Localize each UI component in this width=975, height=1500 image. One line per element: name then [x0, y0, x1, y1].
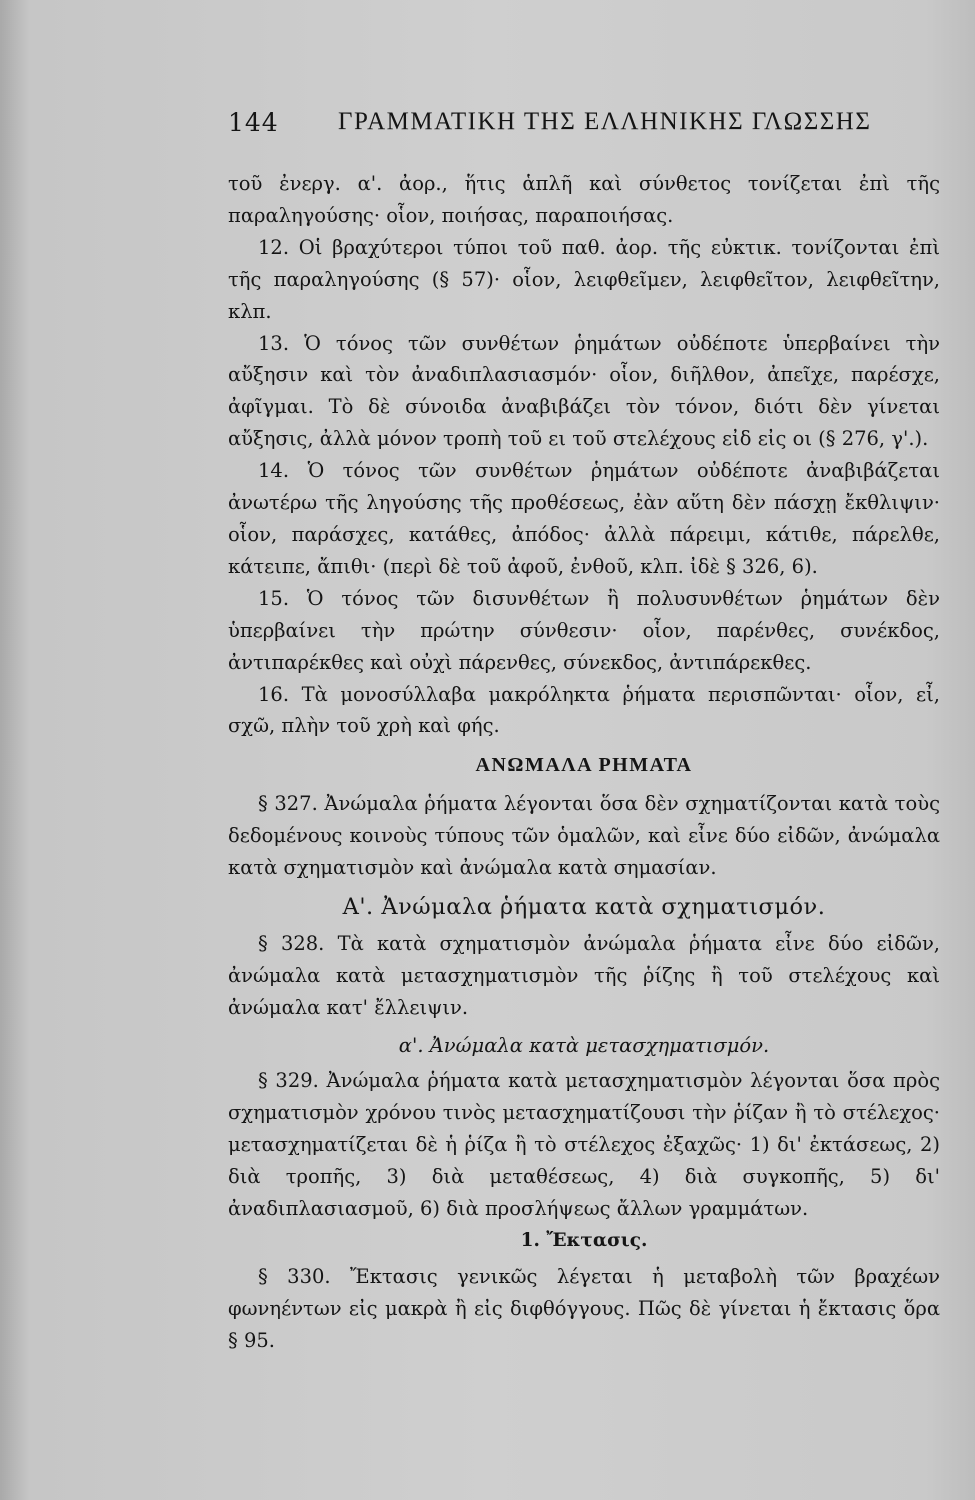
section-330: § 330. Ἔκτασις γενικῶς λέγεται ἡ μεταβολὴ τῶν βραχέων φωνηέντων εἰς μακρὰ ἢ εἰς διφθόγγους. Πῶς δὲ γίνεται ἡ ἔκτασις ὅρα § 95. [228, 1264, 940, 1352]
paragraph-continuation: τοῦ ἐνεργ. α'. ἀορ., ἥτις ἁπλῆ καὶ σύνθετος τονίζεται ἐπὶ τῆς παραληγούσης· οἷον, ποιήσας, παραποιήσας. [228, 172, 940, 227]
subheading-A: Α'. Ἀνώμαλα ῥήματα κατὰ σχηματισμόν. [342, 893, 826, 920]
running-title: ΓΡΑΜΜΑΤΙΚΗ ΤΗΣ ΕΛΛΗΝΙΚΗΣ ΓΛΩΣΣΗΣ [338, 108, 872, 135]
section-heading: ΑΝΩΜΑΛΑ ΡΗΜΑΤΑ [475, 754, 693, 777]
paragraph-13: 13. Ὁ τόνος τῶν συνθέτων ῥημάτων οὐδέποτε ὑπερβαίνει τὴν αὔξησιν καὶ τὸν ἀναδιπλασιασμόν· οἷον, διῆλθον, ἀπεῖχε, παρέσχε, ἀφῖγμαι. Τὸ δὲ σύνοιδα ἀναβιβάζει τὸν τόνον, διότι δὲν γίνεται αὔξησις, ἀλλὰ μόνον τροπὴ τοῦ ει τοῦ στελέχους εἰδ εἰς οι (§ 276, γ'.). [228, 331, 940, 451]
section-327: § 327. Ἀνώμαλα ῥήματα λέγονται ὅσα δὲν σχηματίζονται κατὰ τοὺς δεδομένους κοινοὺς τύπους τῶν ὁμαλῶν, καὶ εἶνε δύο εἰδῶν, ἀνώμαλα κατὰ σχηματισμὸν καὶ ἀνώμαλα κατὰ σημασίαν. [228, 792, 940, 880]
section-328: § 328. Τὰ κατὰ σχηματισμὸν ἀνώμαλα ῥήματα εἶνε δύο εἰδῶν, ἀνώμαλα κατὰ μετασχηματισμὸν τῆς ῥίζης ἢ τοῦ στελέχους καὶ ἀνώμαλα κατ' ἔλλειψιν. [228, 931, 940, 1019]
paragraph-15: 15. Ὁ τόνος τῶν δισυνθέτων ἢ πολυσυνθέτων ῥημάτων δὲν ὑπερβαίνει τὴν πρώτην σύνθεσιν· οἷον, παρένθες, συνέκδος, ἀντιπαρέκθες καὶ οὐχὶ πάρενθες, σύνεκδος, ἀντιπάρεκθες. [228, 586, 940, 674]
paragraph-14: 14. Ὁ τόνος τῶν συνθέτων ῥημάτων οὐδέποτε ἀναβιβάζεται ἀνωτέρω τῆς ληγούσης τῆς προθέσεως, ἐὰν αὕτη δὲν πάσχῃ ἔκθλιψιν· οἷον, παράσχες, κατάθες, ἀπόδος· ἀλλὰ πάρειμι, κάτιθε, πάρελθε, κάτειπε, ἄπιθι· (περὶ δὲ τοῦ ἀφοῦ, ἐνθοῦ, κλπ. ἰδὲ § 326, 6). [228, 459, 940, 578]
subheading-a: α'. Ἀνώμαλα κατὰ μετασχηματισμόν. [398, 1033, 770, 1057]
section-329: § 329. Ἀνώμαλα ῥήματα κατὰ μετασχηματισμὸν λέγονται ὅσα πρὸς σχηματισμὸν χρόνου τινὸς μετασχηματίζουσι τὴν ῥίζαν ἢ τὸ στέλεχος· μετασχηματίζεται δὲ ἡ ῥίζα ἢ τὸ στέλεχος ἐξαχῶς· 1) δι' ἐκτάσεως, 2) διὰ τροπῆς, 3) διὰ μεταθέσεως, 4) διὰ συγκοπῆς, 5) δι' ἀναδιπλασιασμοῦ, 6) διὰ προσλήψεως ἄλλων γραμμάτων. [228, 1069, 940, 1221]
subheading-1: 1. Ἔκτασις. [520, 1230, 648, 1251]
paragraph-16: 16. Τὰ μονοσύλλαβα μακρόληκτα ῥήματα περισπῶνται· οἷον, εἶ, σχῶ, πλὴν τοῦ χρὴ καὶ φής. [228, 682, 940, 738]
page-body [228, 168, 940, 1357]
page-number: 144 [228, 108, 279, 137]
paragraph-12: 12. Οἱ βραχύτεροι τύποι τοῦ παθ. ἀορ. τῆς εὐκτικ. τονίζονται ἐπὶ τῆς παραληγούσης (§ 57)· οἷον, λειφθεῖμεν, λειφθεῖτον, λειφθεῖτην, κλπ. [228, 235, 940, 323]
